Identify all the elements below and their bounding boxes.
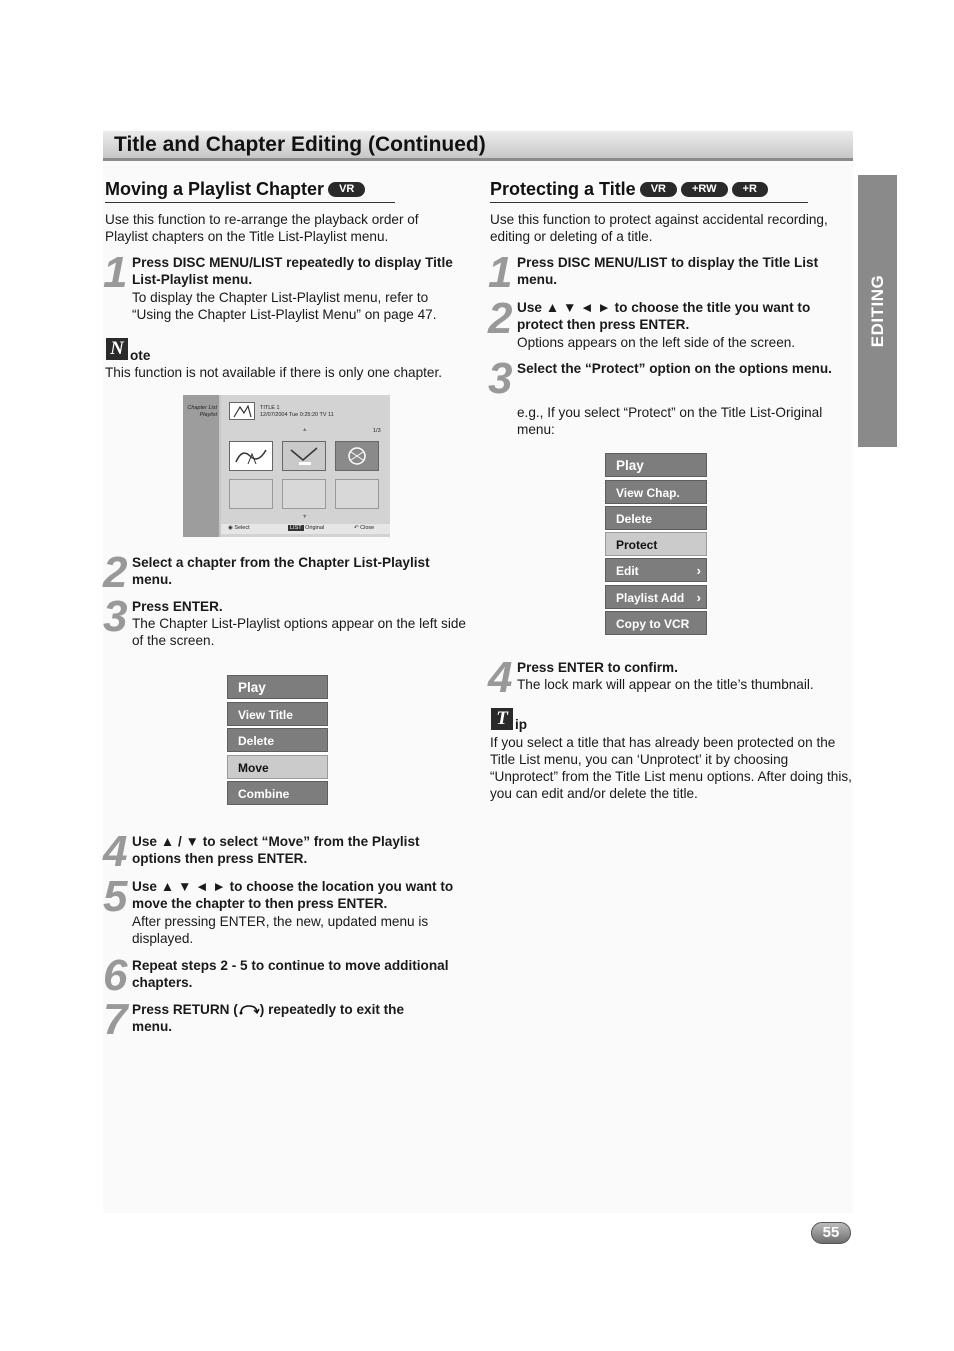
right-step2-detail: Options appears on the left side of the screen.: [517, 335, 796, 350]
left-step6-instruction: Repeat steps 2 - 5 to continue to move additional chapters.: [132, 958, 449, 990]
select-hint: ◉ Select: [228, 525, 250, 531]
menu-item-move[interactable]: Move: [227, 755, 328, 779]
menu-item-copy-to-vcr[interactable]: Copy to VCR: [605, 611, 707, 635]
step-number: 1: [488, 248, 511, 297]
right-step4-detail: The lock mark will appear on the title’s thumbnail.: [517, 677, 814, 692]
left-step5-detail: After pressing ENTER, the new, updated menu is displayed.: [132, 914, 429, 946]
note-icon: N: [106, 338, 128, 360]
menu-item-view-chap[interactable]: View Chap.: [605, 480, 707, 504]
close-hint: ↶ Close: [354, 525, 375, 531]
empty-chapter-slot: [282, 479, 326, 509]
screen-main: [221, 395, 390, 537]
step-number: 3: [103, 592, 126, 641]
left-step5-instruction: Use ▲ ▼ ◄ ► to choose the location you want to move the chapter to then press ENTER.: [132, 879, 454, 911]
return-icon: [238, 1004, 260, 1015]
right-step3-detail: e.g., If you select “Protect” on the Title List-Original menu:: [517, 405, 823, 437]
step-number: 3: [488, 354, 511, 403]
right-section-heading: Protecting a Title VR +RW +R: [490, 178, 768, 200]
divider: [105, 202, 395, 203]
right-intro: Use this function to protect against accidental recording, editing or deleting of a title.: [490, 212, 828, 244]
title-options-menu: [605, 452, 707, 637]
chapter-thumbnail: [282, 441, 326, 471]
note-text: This function is not available if there is only one chapter.: [105, 365, 443, 380]
step-number: 4: [103, 827, 126, 876]
chevron-right-icon: ›: [696, 563, 701, 578]
step-number: 2: [103, 548, 126, 597]
vr-badge: VR: [640, 182, 677, 197]
down-arrow-icon: ▼: [302, 514, 308, 520]
plus-r-badge: +R: [732, 182, 768, 197]
step-number: 5: [103, 872, 126, 921]
empty-chapter-slot: [229, 479, 273, 509]
divider: [490, 202, 808, 203]
step-number: 6: [103, 951, 126, 1000]
step-number: 1: [103, 248, 126, 297]
menu-item-play[interactable]: Play: [227, 675, 328, 699]
menu-item-playlist-add[interactable]: Playlist Add ›: [605, 585, 707, 609]
left-intro: Use this function to re-arrange the playback order of Playlist chapters on the Title List-Playlist menu.: [105, 212, 419, 244]
menu-item-play[interactable]: Play: [605, 453, 707, 477]
note-label: ote: [130, 348, 151, 363]
menu-item-combine[interactable]: Combine: [227, 781, 328, 805]
menu-item-delete[interactable]: Delete: [227, 728, 328, 752]
title-thumbnail: [229, 402, 255, 420]
screen-side-title: Chapter List: [187, 405, 217, 411]
screen-footer: [221, 524, 390, 534]
vr-badge: VR: [328, 182, 365, 197]
step-number: 7: [103, 995, 126, 1044]
page-title: Title and Chapter Editing (Continued): [114, 133, 486, 156]
playlist-options-menu: [227, 674, 328, 806]
right-step4-instruction: Press ENTER to confirm.: [517, 660, 678, 675]
menu-item-delete[interactable]: Delete: [605, 506, 707, 530]
chapter-thumbnail: [229, 441, 273, 471]
right-step3-instruction: Select the “Protect” option on the options menu.: [517, 361, 832, 376]
tip-icon: T: [491, 708, 513, 730]
menu-item-protect[interactable]: Protect: [605, 532, 707, 556]
header-bar: [103, 131, 853, 161]
section-tab: [858, 175, 897, 447]
left-step2-instruction: Select a chapter from the Chapter List-Playlist menu.: [132, 555, 430, 587]
chevron-right-icon: ›: [696, 590, 701, 605]
step-number: 4: [488, 653, 511, 702]
left-step3-instruction: Press ENTER.: [132, 599, 223, 614]
section-tab-label: EDITING: [867, 274, 887, 348]
tip-label: ip: [515, 717, 528, 732]
up-arrow-icon: ▲: [302, 427, 308, 433]
left-step7-instruction: Press RETURN ( ) repeatedly to exit the menu.: [132, 1002, 405, 1034]
left-section-heading: Moving a Playlist Chapter VR: [105, 178, 365, 200]
screen-side-subtitle: Playlist: [199, 412, 217, 418]
menu-item-edit[interactable]: Edit ›: [605, 558, 707, 582]
left-step4-instruction: Use ▲ / ▼ to select “Move” from the Playlist options then press ENTER.: [132, 834, 420, 866]
screen-title: TITLE 1: [260, 405, 280, 411]
step-number: 2: [488, 294, 511, 343]
screen-info: 12/07/2004 Tue 0:25:20 TV 11: [260, 412, 334, 418]
tip-text: If you select a title that has already been protected on the Title List menu, you can ‘Unprotect’ it by choosing “Unprotect” from the Title List menu options. After doing this, you can edit and/or delete the title.: [490, 735, 852, 801]
left-step3-detail: The Chapter List-Playlist options appear on the left side of the screen.: [132, 616, 466, 648]
left-step1-instruction: Press DISC MENU/LIST repeatedly to display Title List-Playlist menu.: [132, 255, 453, 287]
plus-rw-badge: +RW: [681, 182, 728, 197]
left-step1-detail: To display the Chapter List-Playlist menu, refer to “Using the Chapter List-Playlist Menu” on page 47.: [132, 290, 437, 322]
menu-item-view-title[interactable]: View Title: [227, 702, 328, 726]
empty-chapter-slot: [335, 479, 379, 509]
screen-sidebar: [183, 395, 219, 537]
right-step2-instruction: Use ▲ ▼ ◄ ► to choose the title you want to protect then press ENTER.: [517, 300, 811, 332]
list-original-hint: LIST Original: [290, 525, 325, 531]
right-step1-instruction: Press DISC MENU/LIST to display the Title List menu.: [517, 255, 819, 287]
page-number: 55: [811, 1222, 851, 1244]
chapter-list-screen: [183, 395, 390, 537]
chapter-thumbnail: [335, 441, 379, 471]
screen-page-indicator: 1/3: [373, 428, 381, 434]
